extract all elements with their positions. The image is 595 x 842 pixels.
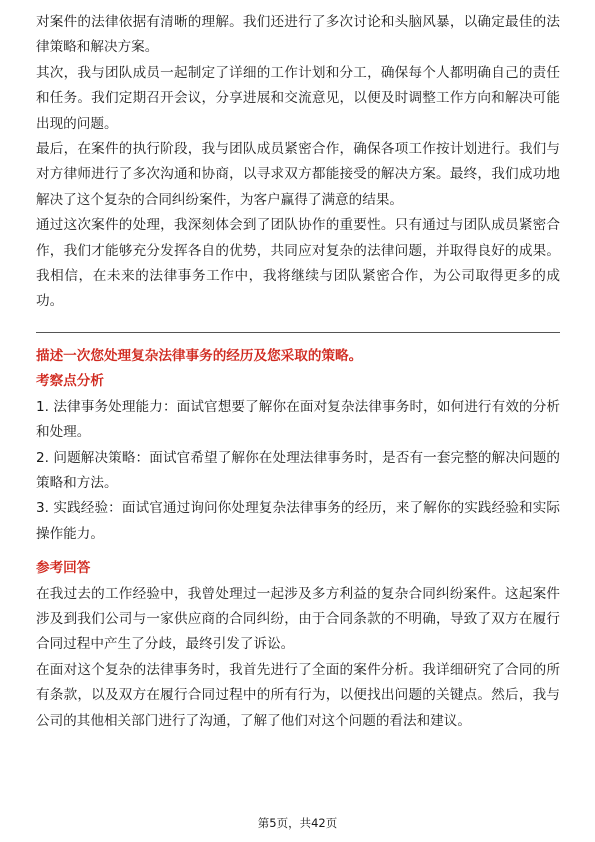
answer-heading: 参考回答 [36, 560, 91, 577]
paragraph: 其次，我与团队成员一起制定了详细的工作计划和分工，确保每个人都明确自己的责任和任务。我们定期召开会议，分享进展和交流意见，以便及时调整工作方向和解决可能出现的问题。 [36, 64, 560, 132]
analysis-item: 3. 实践经验：面试官通过询问你处理复杂法律事务的经历，来了解你的实践经验和实际操作能力。 [36, 500, 560, 542]
answer-paragraph: 在面对这个复杂的法律事务时，我首先进行了全面的案件分析。我详细研究了合同的所有条款，以及双方在履行合同过程中的所有行为，以便找出问题的关键点。然后，我与公司的其他相关部门进行了沟通，了解了他们对这个问题的看法和建议。 [36, 661, 560, 729]
page-number: 第5页，共42页 [257, 816, 338, 830]
analysis-item: 1. 法律事务处理能力：面试官想要了解你在面对复杂法律事务时，如何进行有效的分析和处理。 [36, 398, 560, 441]
analysis-item: 2. 问题解决策略：面试官希望了解你在处理法律事务时，是否有一套完整的解决问题的策略和方法。 [36, 449, 560, 491]
paragraph: 通过这次案件的处理，我深刻体会到了团队协作的重要性。只有通过与团队成员紧密合作，我们才能够充分发挥各自的优势，共同应对复杂的法律问题，并取得良好的成果。我相信，在未来的法律事务工作中，我将继续与团队紧密合作，为公司取得更多的成功。 [36, 217, 560, 310]
analysis-heading: 考察点分析 [36, 373, 104, 390]
paragraph: 对案件的法律依据有清晰的理解。我们还进行了多次讨论和头脑风暴，以确定最佳的法律策略和解决方案。 [36, 14, 560, 56]
paragraph: 最后，在案件的执行阶段，我与团队成员紧密合作，确保各项工作按计划进行。我们与对方律师进行了多次沟通和协商，以寻求双方都能接受的解决方案。最终，我们成功地解决了这个复杂的合同纠纷案件，为客户赢得了满意的结果。 [36, 141, 560, 208]
section-divider [36, 332, 560, 333]
question-title: 描述一次您处理复杂法律事务的经历及您采取的策略。 [36, 347, 363, 364]
answer-paragraph: 在我过去的工作经验中，我曾处理过一起涉及多方利益的复杂合同纠纷案件。这起案件涉及到我们公司与一家供应商的合同纠纷，由于合同条款的不明确，导致了双方在履行合同过程中产生了分歧，最终引发了诉讼。 [36, 585, 560, 653]
document-body [36, 10, 560, 734]
spacer [36, 547, 560, 556]
